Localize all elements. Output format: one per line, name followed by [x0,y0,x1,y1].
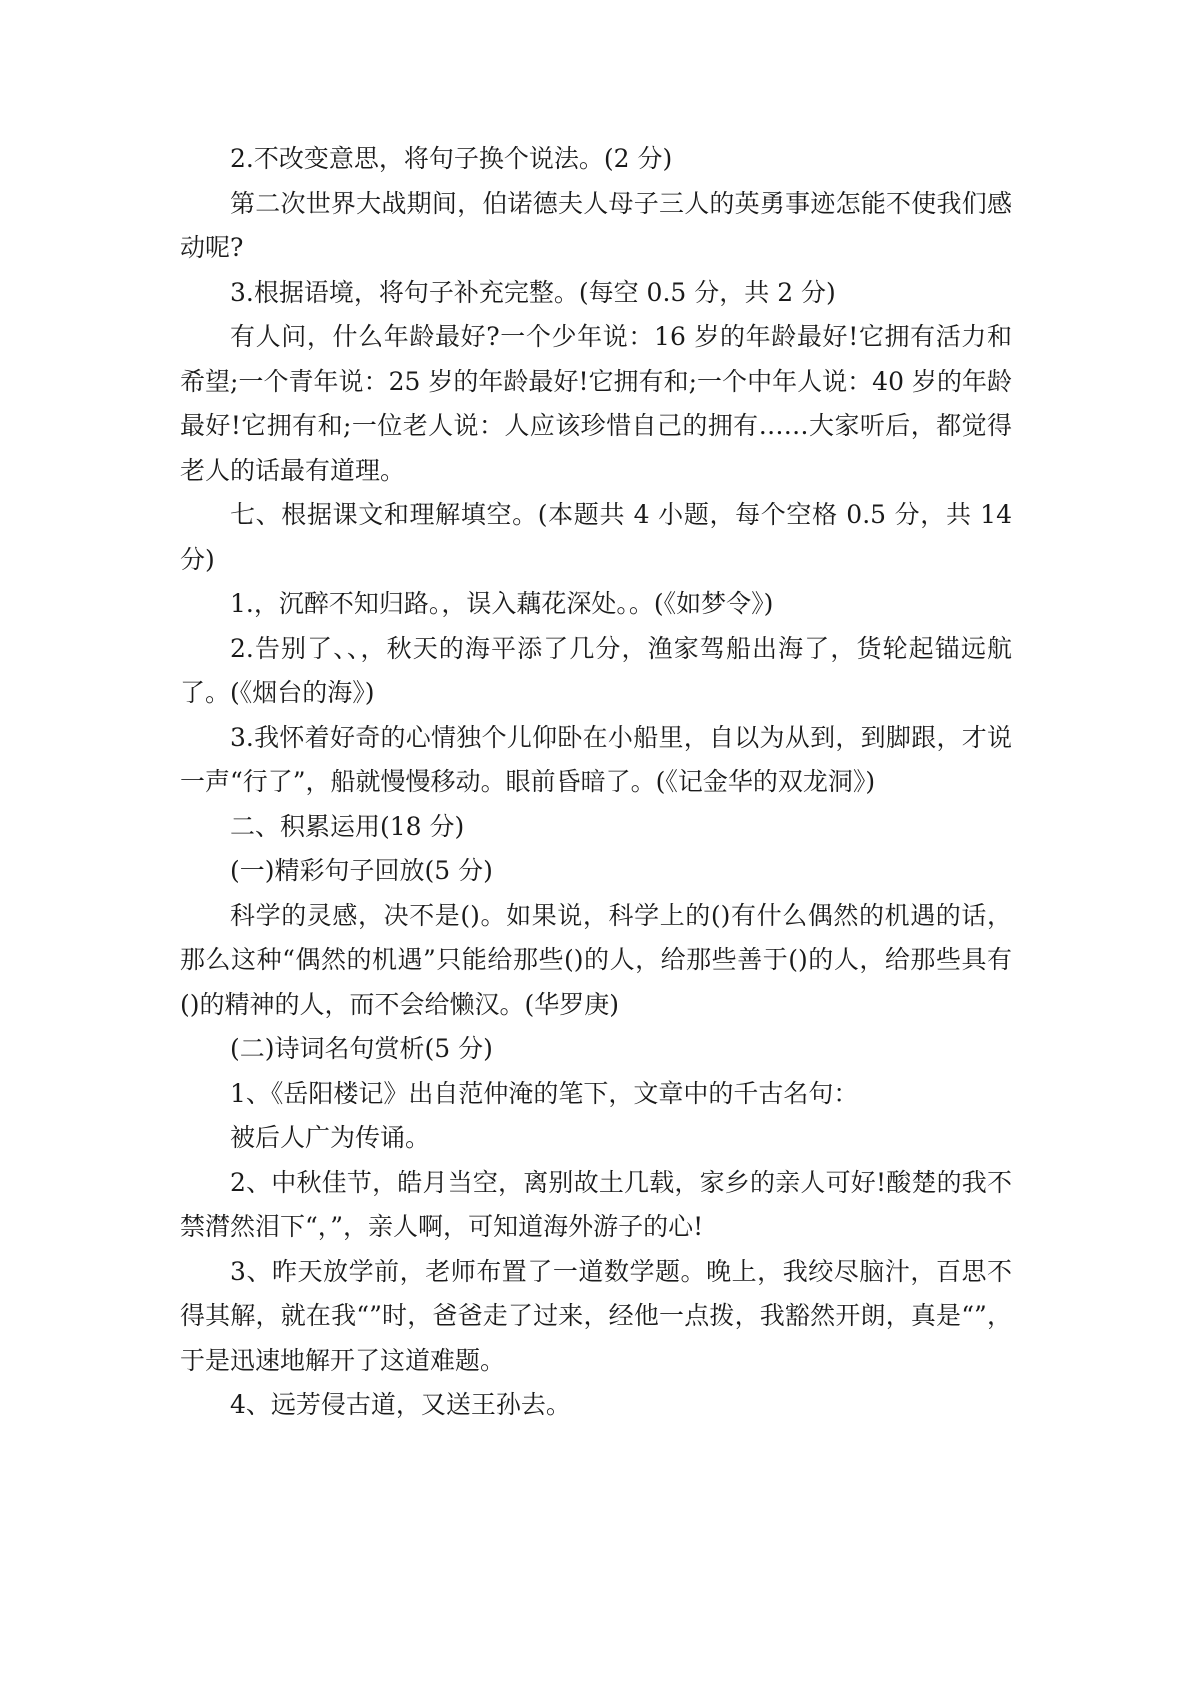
subsection-2-heading: (二)诗词名句赏析(5 分) [230,1034,493,1063]
section-7-item-3: 3.我怀着好奇的心情独个儿仰卧在小船里，自以为从到，到脚跟，才说一声“行了”，船就慢慢移动。眼前昏暗了。(《记金华的双龙洞》) [180,722,1012,796]
subsection-1-heading: (一)精彩句子回放(5 分) [230,856,493,885]
subsection-2-item-2: 2、中秋佳节，皓月当空，离别故土几载，家乡的亲人可好!酸楚的我不禁潸然泪下“，”，亲人啊，可知道海外游子的心! [180,1167,1012,1241]
section-7-item-1: 1.，沉醉不知归路。，误入藕花深处。。(《如梦令》) [230,589,774,618]
subsection-1-passage: 科学的灵感，决不是()。如果说，科学上的()有什么偶然的机遇的话，那么这种“偶然的机遇”只能给那些()的人，给那些善于()的人，给那些具有()的精神的人，而不会给懒汉。(华罗庚) [180,900,1012,1019]
question-2-heading: 2.不改变意思，将句子换个说法。(2 分) [230,144,673,173]
section-2-heading: 二、积累运用(18 分) [230,811,465,841]
subsection-2-item-3: 3、昨天放学前，老师布置了一道数学题。晚上，我绞尽脑汁，百思不得其解，就在我“”时，爸爸走了过来，经他一点拨，我豁然开朗，真是“”，于是迅速地解开了这道难题。 [180,1256,1012,1375]
subsection-2-item-1-continued: 被后人广为传诵。 [230,1123,431,1152]
section-7-heading: 七、根据课文和理解填空。(本题共 4 小题，每个空格 0.5 分，共 14 分) [180,500,1012,574]
subsection-2-item-1: 1、《岳阳楼记》出自范仲淹的笔下，文章中的千古名句： [230,1078,859,1108]
question-2-sentence: 第二次世界大战期间，伯诺德夫人母子三人的英勇事迹怎能不使我们感动呢? [180,188,1012,262]
question-3-heading: 3.根据语境，将句子补充完整。(每空 0.5 分，共 2 分) [230,277,836,307]
question-3-passage: 有人问，什么年龄最好?一个少年说：16 岁的年龄最好!它拥有活力和希望;一个青年说：25 岁的年龄最好!它拥有和;一个中年人说：40 岁的年龄最好!它拥有和;一位老人说：人应该珍惜自己的拥有……大家听后，都觉得老人的话最有道理。 [180,322,1012,485]
section-7-item-2: 2.告别了、、，秋天的海平添了几分，渔家驾船出海了，货轮起锚远航了。(《烟台的海》) [180,633,1012,707]
document-body [180,137,1012,1428]
subsection-2-item-4: 4、远芳侵古道，又送王孙去。 [230,1390,571,1419]
